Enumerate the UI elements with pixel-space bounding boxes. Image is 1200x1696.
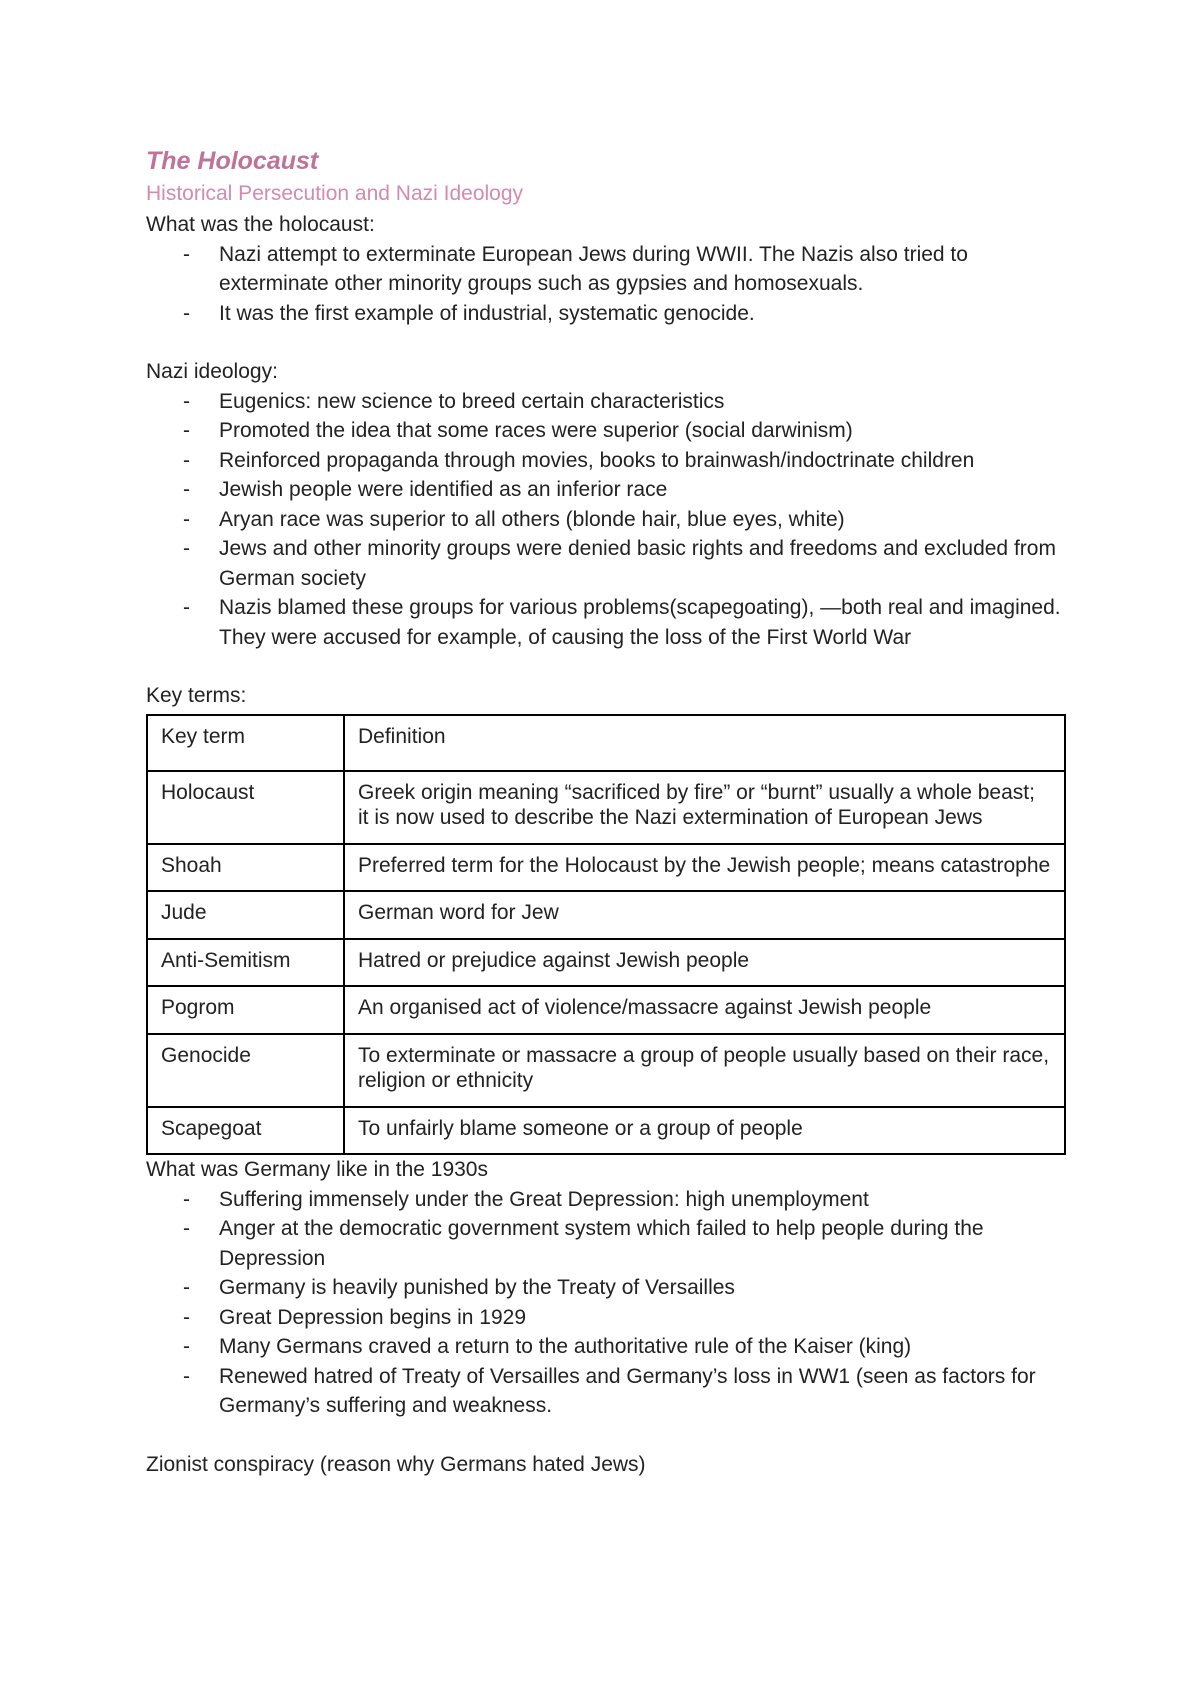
table-row <box>147 939 1065 987</box>
section-heading-germany-1930s: What was Germany like in the 1930s <box>146 1158 488 1181</box>
definition-cell: German word for Jew <box>344 891 1065 939</box>
list-item-text: Anger at the democratic government system which failed to help people during the Depression <box>219 1217 984 1270</box>
list-item <box>146 1214 1066 1273</box>
list-item-text: Suffering immensely under the Great Depression: high unemployment <box>219 1187 869 1211</box>
dash-bullet: - <box>183 1276 190 1299</box>
definition-cell: Preferred term for the Holocaust by the Jewish people; means catastrophe <box>344 844 1065 892</box>
dash-bullet: - <box>183 419 190 442</box>
term-cell: Shoah <box>147 844 344 892</box>
section-heading-nazi-ideology: Nazi ideology: <box>146 360 278 383</box>
column-header-definition: Definition <box>344 715 1065 771</box>
list-item <box>146 387 1066 417</box>
list-item <box>146 416 1066 446</box>
list-item <box>146 475 1066 505</box>
term-cell: Genocide <box>147 1034 344 1107</box>
list-item-text: Nazis blamed these groups for various problems(scapegoating), —both real and imagined. They were accused for example, of causing the loss of the First World War <box>219 596 1061 649</box>
list-item <box>146 1362 1066 1421</box>
list-item-text: Jews and other minority groups were denied basic rights and freedoms and excluded from German society <box>219 537 1056 590</box>
list-item <box>146 446 1066 476</box>
list-item-text: Great Depression begins in 1929 <box>219 1305 527 1329</box>
list-item <box>146 1332 1066 1362</box>
nazi-ideology-list <box>146 387 1066 653</box>
section-heading-zionist-conspiracy: Zionist conspiracy (reason why Germans hated Jews) <box>146 1452 646 1476</box>
definition-cell: Hatred or prejudice against Jewish people <box>344 939 1065 987</box>
dash-bullet: - <box>183 301 190 325</box>
list-item-text: Renewed hatred of Treaty of Versailles and Germany’s loss in WW1 (seen as factors for Germany’s suffering and weakness. <box>219 1364 1036 1417</box>
list-item <box>146 1273 1066 1303</box>
document-body <box>146 144 1066 1479</box>
list-item-text: It was the first example of industrial, systematic genocide. <box>219 301 755 325</box>
dash-bullet: - <box>183 242 190 266</box>
list-item <box>146 505 1066 535</box>
definition-cell: Greek origin meaning “sacrificed by fire” or “burnt” usually a whole beast; it is now used to describe the Nazi extermination of European Jews <box>344 771 1065 844</box>
dash-bullet: - <box>183 448 190 472</box>
table-row <box>147 986 1065 1034</box>
list-item-text: Nazi attempt to exterminate European Jews during WWII. The Nazis also tried to exterminate other minority groups such as gypsies and homosexuals. <box>219 242 968 295</box>
dash-bullet: - <box>183 1364 190 1388</box>
dash-bullet: - <box>183 1335 190 1358</box>
germany-1930s-list <box>146 1185 1066 1421</box>
list-item-text: Reinforced propaganda through movies, books to brainwash/indoctrinate children <box>219 448 975 472</box>
term-cell: Scapegoat <box>147 1107 344 1155</box>
dash-bullet: - <box>183 1305 190 1329</box>
term-cell: Anti-Semitism <box>147 939 344 987</box>
table-row <box>147 844 1065 892</box>
dash-bullet: - <box>183 537 190 560</box>
definition-cell: To unfairly blame someone or a group of people <box>344 1107 1065 1155</box>
list-item <box>146 534 1066 593</box>
table-row <box>147 771 1065 844</box>
list-item <box>146 240 1066 299</box>
document-title: The Holocaust <box>146 147 319 175</box>
table-header-row <box>147 715 1065 771</box>
dash-bullet: - <box>183 478 190 501</box>
term-cell: Jude <box>147 891 344 939</box>
list-item-text: Many Germans craved a return to the authoritative rule of the Kaiser (king) <box>219 1335 912 1358</box>
definition-cell: To exterminate or massacre a group of people usually based on their race, religion or ethnicity <box>344 1034 1065 1107</box>
table-row <box>147 1107 1065 1155</box>
list-item <box>146 593 1066 652</box>
term-cell: Pogrom <box>147 986 344 1034</box>
column-header-key-term: Key term <box>147 715 344 771</box>
section-heading-holocaust: What was the holocaust: <box>146 213 375 236</box>
table-row <box>147 1034 1065 1107</box>
dash-bullet: - <box>183 1187 190 1211</box>
table-row <box>147 891 1065 939</box>
list-item <box>146 1185 1066 1215</box>
spacer <box>146 328 1066 357</box>
dash-bullet: - <box>183 389 190 413</box>
key-terms-table <box>146 714 1066 1156</box>
definition-cell: An organised act of violence/massacre against Jewish people <box>344 986 1065 1034</box>
list-item-text: Germany is heavily punished by the Treaty of Versailles <box>219 1276 735 1299</box>
dash-bullet: - <box>183 1217 190 1240</box>
dash-bullet: - <box>183 596 190 619</box>
holocaust-list <box>146 240 1066 329</box>
term-cell: Holocaust <box>147 771 344 844</box>
list-item-text: Promoted the idea that some races were superior (social darwinism) <box>219 419 853 442</box>
spacer <box>146 652 1066 681</box>
list-item-text: Jewish people were identified as an inferior race <box>219 478 668 501</box>
list-item <box>146 299 1066 329</box>
list-item-text: Eugenics: new science to breed certain characteristics <box>219 389 725 413</box>
list-item <box>146 1303 1066 1333</box>
list-item-text: Aryan race was superior to all others (blonde hair, blue eyes, white) <box>219 507 845 531</box>
section-heading-key-terms: Key terms: <box>146 684 247 707</box>
spacer <box>146 1421 1066 1450</box>
document-subtitle: Historical Persecution and Nazi Ideology <box>146 182 524 205</box>
dash-bullet: - <box>183 507 190 531</box>
